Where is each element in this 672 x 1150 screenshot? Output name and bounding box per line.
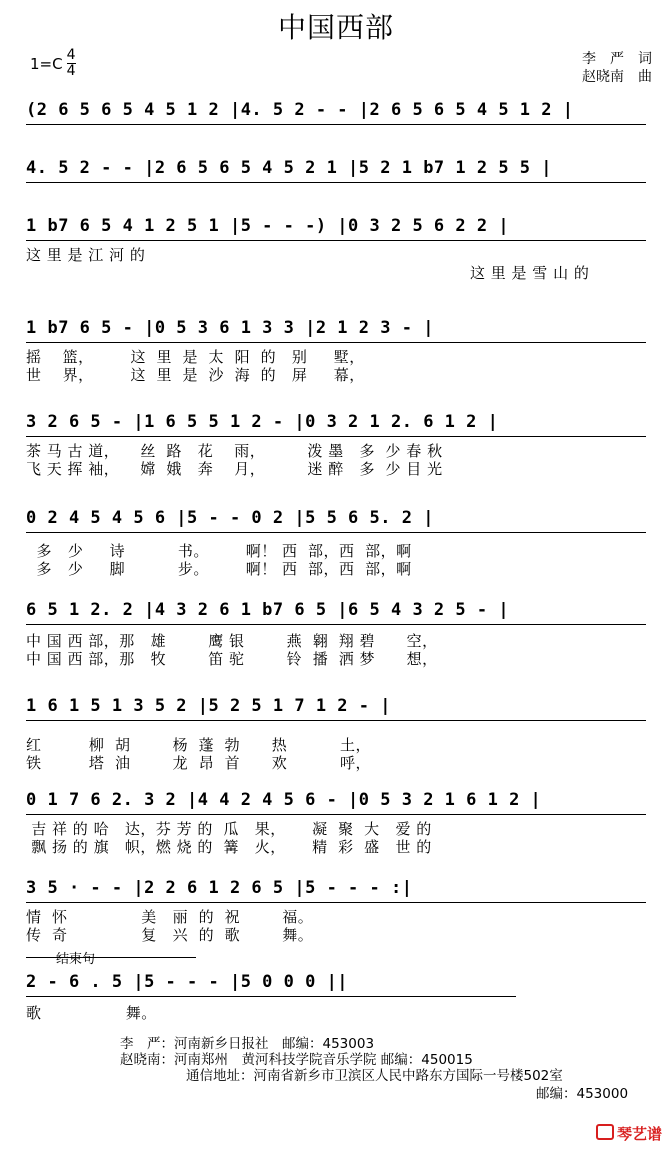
time-signature	[67, 48, 76, 79]
logo-icon	[596, 1124, 614, 1140]
footer-lyricist-address: 李 严：河南新乡日报社 邮编：453003	[120, 1036, 375, 1052]
time-bottom: 4	[66, 63, 76, 79]
watermark-logo: 琴艺谱	[596, 1123, 662, 1144]
music-line-5: 3 2 6 5 - |1 6 5 5 1 2 - |0 3 2 1 2. 6 1 2 |	[26, 412, 666, 442]
music-line-2: 4. 5 2 - - |2 6 5 6 5 4 5 2 1 |5 2 1 b7 1 2 5 5 |	[26, 158, 666, 188]
music-line-8: 1 6 1 5 1 3 5 2 |5 2 5 1 7 1 2 - |	[26, 696, 666, 726]
lyrics-11a: 歌 舞。	[26, 1004, 157, 1022]
time-top: 4	[66, 47, 76, 63]
lyrics-9a: 吉 祥 的 哈 达，芬 芳 的 瓜 果， 凝 聚 大 爱 的	[26, 820, 432, 838]
footer-postcode: 邮编：453000	[536, 1086, 629, 1102]
music-line-7: 6 5 1 2. 2 |4 3 2 6 1 b7 6 5 |6 5 4 3 2 5 - |	[26, 600, 666, 630]
footer-mailing-address: 通信地址：河南省新乡市卫滨区人民中路东方国际一号楼502室	[186, 1068, 563, 1084]
music-line-10: 3 5 · - - |2 2 6 1 2 6 5 |5 - - - :|	[26, 878, 666, 908]
lyrics-4a: 摇 篮， 这 里 是 太 阳 的 别 墅，	[26, 348, 365, 366]
composer: 赵晓南 曲	[582, 69, 652, 85]
song-title: 中国西部	[277, 11, 394, 44]
music-line-6: 0 2 4 5 4 5 6 |5 - - 0 2 |5 5 6 5. 2 |	[26, 508, 666, 538]
key-label: 1=C	[30, 54, 63, 73]
lyrics-10a: 情 怀 美 丽 的 祝 福。	[26, 908, 314, 926]
lyrics-9b: 飘 扬 的 旗 帜，燃 烧 的 篝 火， 精 彩 盛 世 的	[26, 838, 432, 856]
music-line-9: 0 1 7 6 2. 3 2 |4 4 2 4 5 6 - |0 5 3 2 1 6 1 2 |	[26, 790, 666, 820]
lyrics-5b: 飞 天 挥 袖， 嫦 娥 奔 月， 迷 醉 多 少 目 光	[26, 460, 443, 478]
lyrics-8a: 红 柳 胡 杨 蓬 勃 热 土，	[26, 736, 371, 754]
lyrics-10b: 传 奇 复 兴 的 歌 舞。	[26, 926, 314, 944]
ending-label: 结束句	[56, 952, 96, 967]
lyrics-3a: 这 里 是 江 河 的	[26, 246, 146, 264]
lyrics-8b: 铁 塔 油 龙 昂 首 欢 呼，	[26, 754, 371, 772]
lyrics-5a: 茶 马 古 道， 丝 路 花 雨， 泼 墨 多 少 春 秋	[26, 442, 443, 460]
lyrics-3b: 这 里 是 雪 山 的	[470, 264, 590, 282]
ending-bracket	[26, 957, 196, 958]
music-line-3: 1 b7 6 5 4 1 2 5 1 |5 - - -) |0 3 2 5 6 2 2 |	[26, 216, 666, 246]
music-line-4: 1 b7 6 5 - |0 5 3 6 1 3 3 |2 1 2 3 - |	[26, 318, 666, 348]
lyrics-7a: 中 国 西 部，那 雄 鹰 银 燕 翱 翔 碧 空，	[26, 632, 438, 650]
footer-composer-address: 赵晓南：河南郑州 黄河科技学院音乐学院 邮编：450015	[120, 1052, 473, 1068]
lyrics-6b: 多 少 脚 步。 啊！ 西 部，西 部，啊	[26, 560, 412, 578]
music-line-11: 2 - 6 . 5 |5 - - - |5 0 0 0 ||	[26, 972, 666, 1002]
lyricist: 李 严 词	[582, 51, 652, 67]
lyrics-4b: 世 界， 这 里 是 沙 海 的 屏 幕，	[26, 366, 365, 384]
lyrics-7b: 中 国 西 部，那 牧 笛 驼 铃 播 洒 梦 想，	[26, 650, 438, 668]
key-signature	[30, 48, 76, 79]
lyrics-6a: 多 少 诗 书。 啊！ 西 部，西 部，啊	[26, 542, 412, 560]
music-line-1: (2 6 5 6 5 4 5 1 2 |4. 5 2 - - |2 6 5 6 5 4 5 1 2 |	[26, 100, 666, 130]
